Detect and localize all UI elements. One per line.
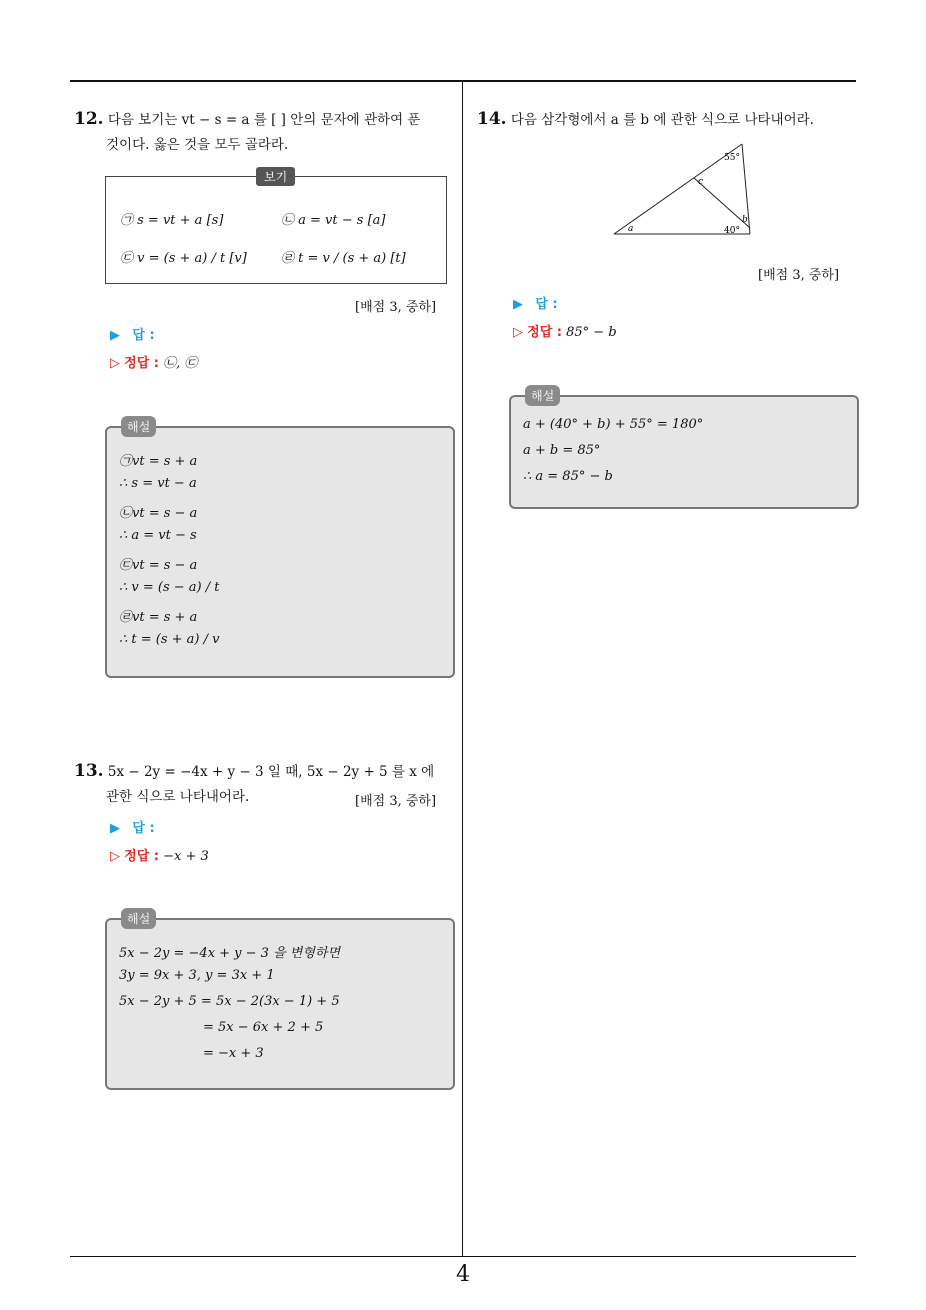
q13-correct-row: [110, 845, 209, 864]
solution-line: ㉢vt = s − a: [119, 558, 198, 573]
triangle-figure: [610, 142, 760, 242]
answer-label: 답 :: [535, 297, 558, 312]
solution-line: ㉠vt = s + a: [119, 454, 198, 469]
answer-label: 답 :: [132, 328, 155, 343]
solution-line: 5x − 2y = −4x + y − 3 을 변형하면: [119, 946, 341, 961]
q12-solution-box: [105, 420, 455, 678]
q14-number: 14.: [477, 109, 507, 129]
correct-value: 85° − b: [566, 325, 617, 340]
q14-answer-row: [513, 293, 558, 312]
solution-line: = −x + 3: [203, 1046, 264, 1061]
q14-tag: [배점 3, 중하]: [758, 268, 840, 283]
q13-line1: [74, 758, 434, 785]
q13-text1: 5x − 2y = −4x + y − 3 일 때, 5x − 2y + 5 를 x 에: [107, 764, 435, 780]
q13-number: 13.: [74, 761, 104, 781]
q14-solution-box: [509, 389, 859, 509]
angle-top-label: 55°: [724, 153, 740, 163]
solution-line: ∴ t = (s + a) / v: [119, 632, 220, 647]
triangle-left-side: [614, 144, 742, 234]
q12-answer-row: [110, 324, 155, 343]
solution-line: a + b = 85°: [523, 443, 601, 458]
solution-line: ∴ a = vt − s: [119, 528, 197, 543]
correct-label: 정답 :: [124, 356, 159, 371]
bogi-item: ㉣ t = v / (s + a) [t]: [281, 251, 406, 266]
bogi-item: ㉡ a = vt − s [a]: [281, 213, 386, 228]
q12-line1: [74, 106, 420, 133]
angle-40-label: 40°: [724, 226, 740, 236]
q14-correct-row: [513, 321, 617, 340]
q13-tag: [배점 3, 중하]: [355, 794, 437, 809]
correct-value: −x + 3: [163, 849, 209, 864]
solution-line: ∴ s = vt − a: [119, 476, 197, 491]
correct-value: ㉡, ㉢: [163, 356, 198, 371]
page-number: 4: [456, 1262, 470, 1287]
q12-number: 12.: [74, 109, 104, 129]
column-divider: [462, 81, 463, 1256]
solution-line: ㉡vt = s − a: [119, 506, 198, 521]
play-icon: ▶: [513, 297, 523, 312]
q13-text2: 관한 식으로 나타내어라.: [106, 789, 250, 805]
bogi-title: 보기: [256, 167, 295, 186]
solution-line: a + (40° + b) + 55° = 180°: [523, 417, 704, 432]
q14-text1: 다음 삼각형에서 a 를 b 에 관한 식으로 나타내어라.: [510, 112, 814, 128]
triangle-icon: ▷: [110, 849, 120, 864]
play-icon: ▶: [110, 821, 120, 836]
solution-line: 3y = 9x + 3, y = 3x + 1: [119, 968, 275, 983]
q12-correct-row: [110, 352, 197, 371]
solution-title: 해설: [121, 908, 156, 929]
bogi-item: ㉠ s = vt + a [s]: [120, 213, 224, 228]
solution-line: ∴ a = 85° − b: [523, 469, 613, 484]
solution-title: 해설: [525, 385, 560, 406]
solution-title: 해설: [121, 416, 156, 437]
q12-text2: 것이다. 옳은 것을 모두 골라라.: [106, 137, 289, 153]
bogi-item: ㉢ v = (s + a) / t [v]: [120, 251, 247, 266]
solution-line: ㉣vt = s + a: [119, 610, 198, 625]
q12-tag: [배점 3, 중하]: [355, 300, 437, 315]
q13-solution-box: [105, 912, 455, 1090]
triangle-icon: ▷: [110, 356, 120, 371]
top-rule: [70, 80, 856, 82]
q14-line1: [477, 106, 814, 133]
correct-label: 정답 :: [124, 849, 159, 864]
solution-line: = 5x − 6x + 2 + 5: [203, 1020, 324, 1035]
solution-line: ∴ v = (s − a) / t: [119, 580, 220, 595]
q13-answer-row: [110, 817, 155, 836]
bottom-rule: [70, 1256, 856, 1257]
correct-label: 정답 :: [527, 325, 562, 340]
q12-text1: 다음 보기는 vt − s = a 를 [ ] 안의 문자에 관하여 푼: [107, 112, 421, 128]
angle-c-label: c: [698, 177, 704, 187]
angle-a-label: a: [628, 224, 634, 234]
play-icon: ▶: [110, 328, 120, 343]
angle-b-label: b: [742, 215, 748, 225]
answer-label: 답 :: [132, 821, 155, 836]
bogi-box: [105, 170, 447, 284]
triangle-icon: ▷: [513, 325, 523, 340]
solution-line: 5x − 2y + 5 = 5x − 2(3x − 1) + 5: [119, 994, 340, 1009]
